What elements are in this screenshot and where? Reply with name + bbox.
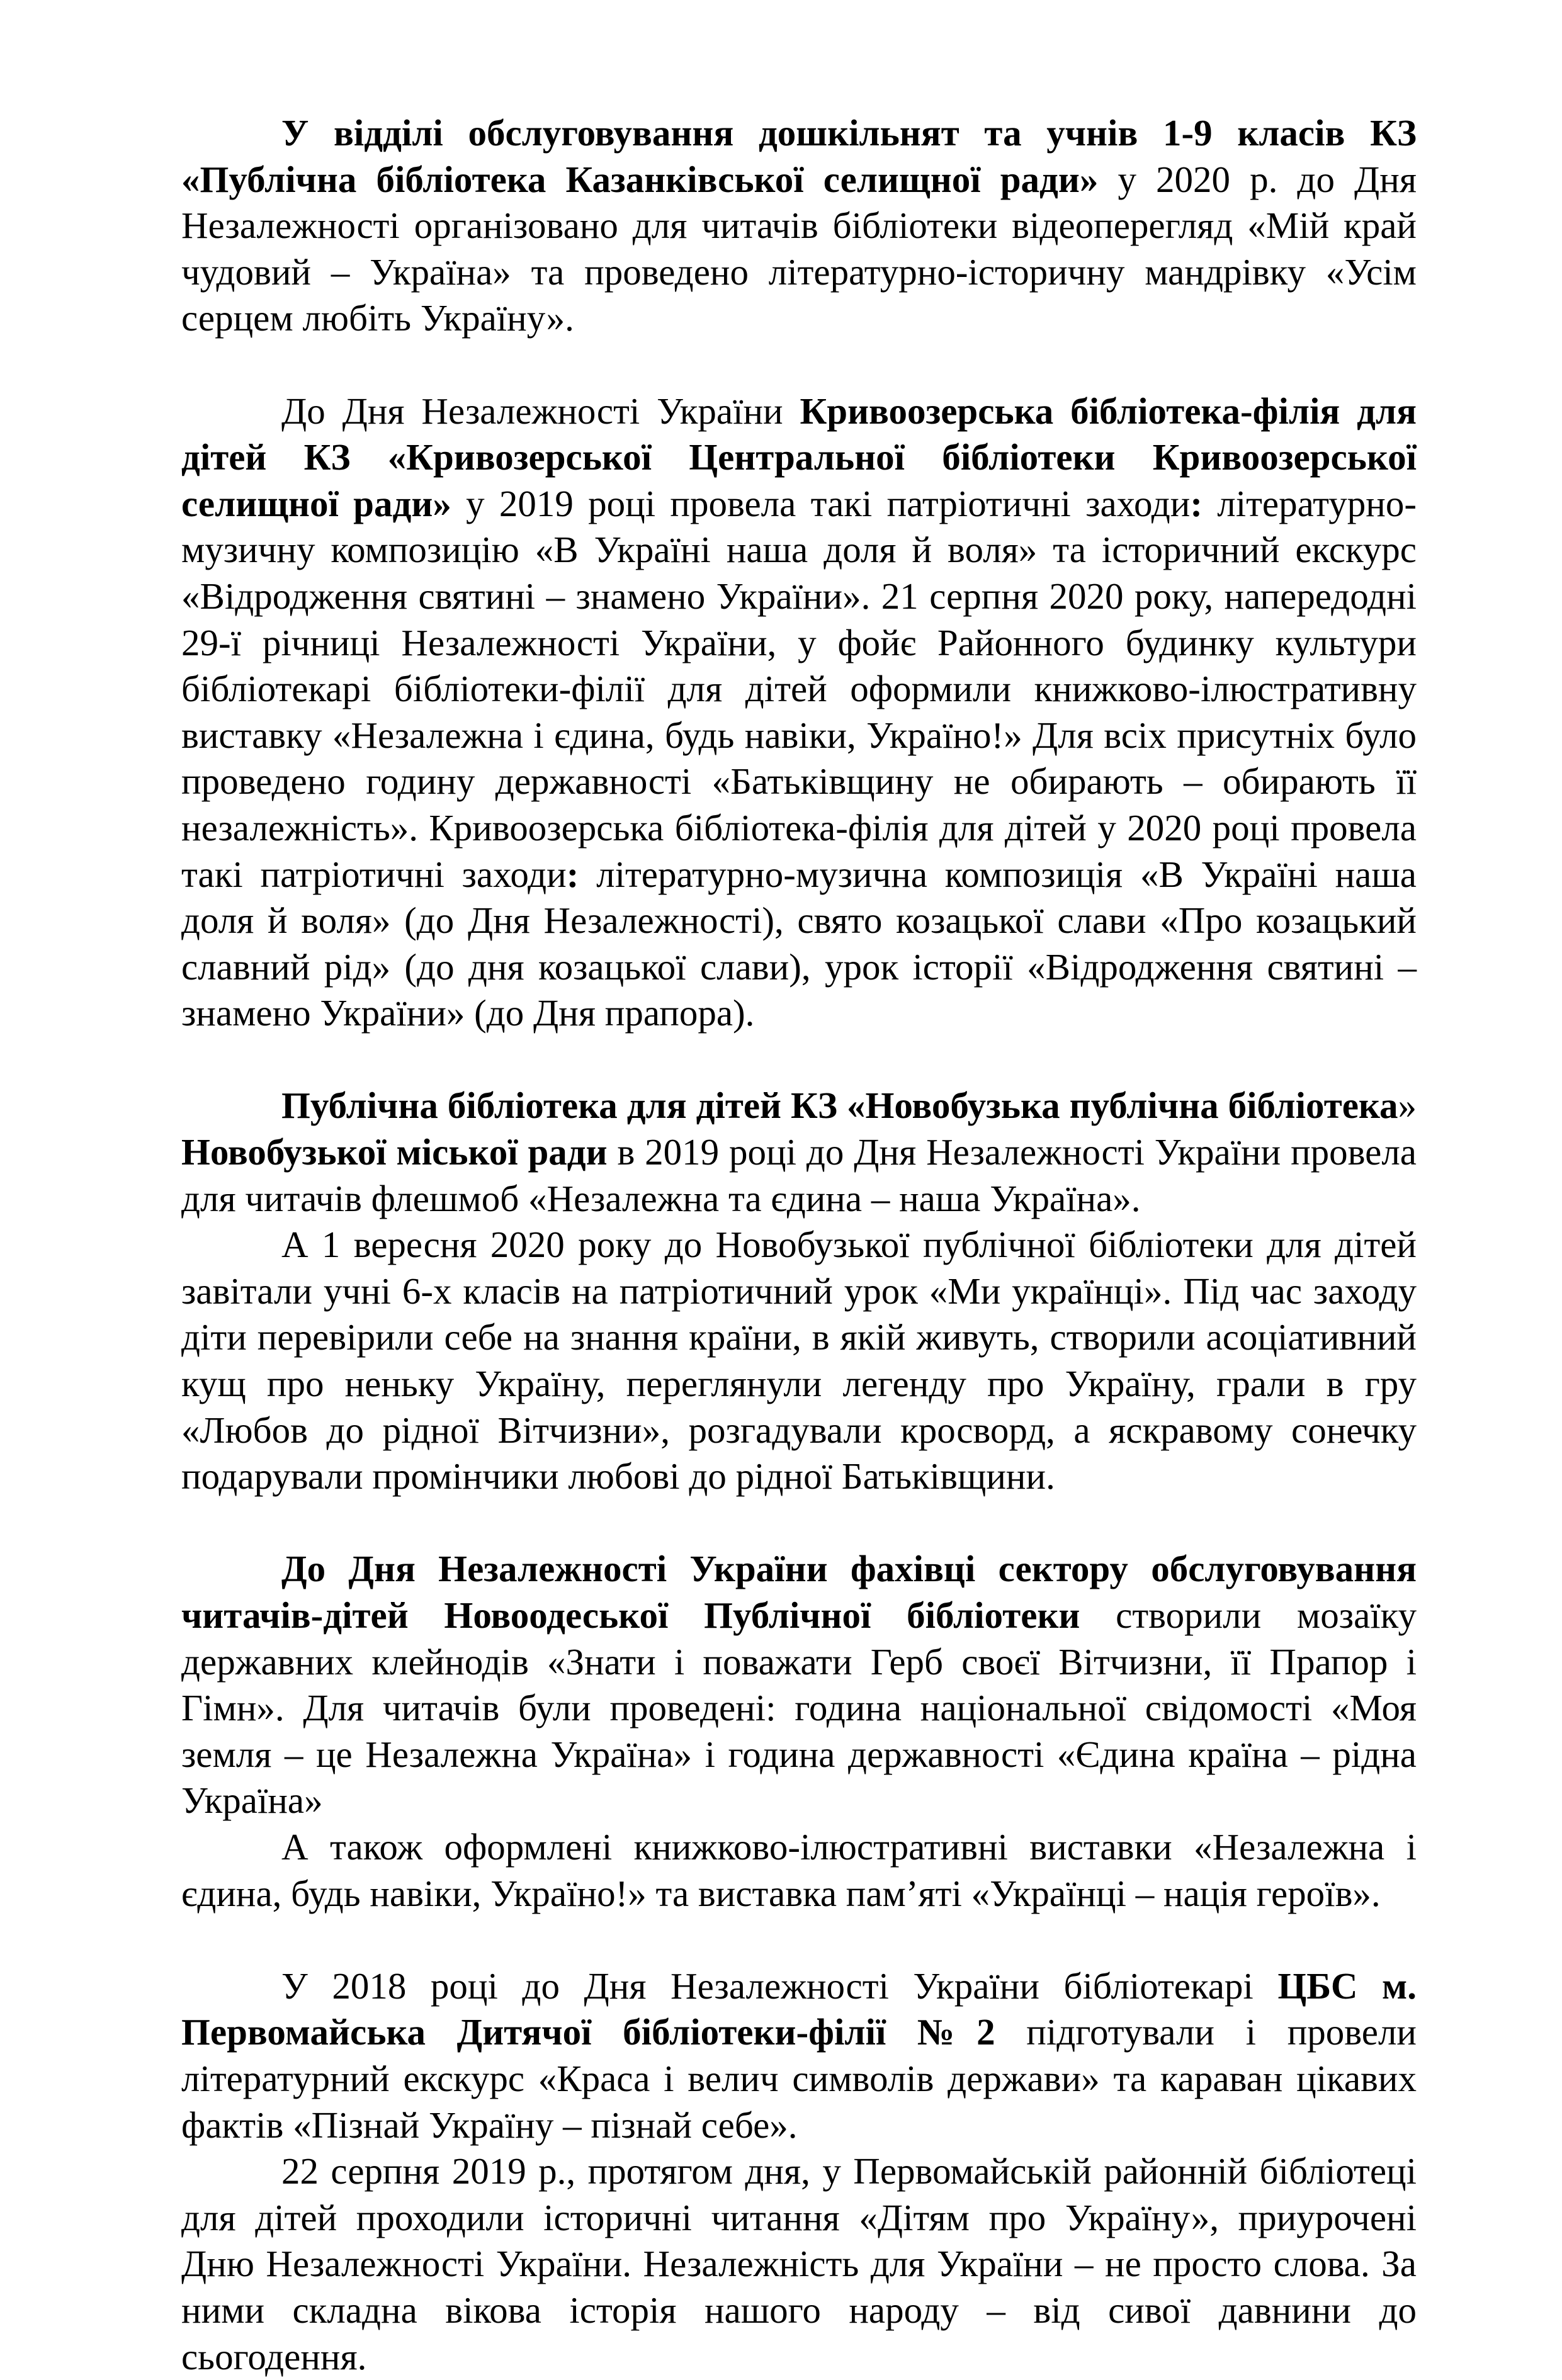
text: А також оформлені книжково-ілюстративні виставки «Незалежна і єдина, будь навіки, Україно!» та виставка пам’яті «Українці – нація героїв». xyxy=(181,1825,1417,1914)
text: в 2019 році до Дня Незалежності України провела для читачів флешмоб «Незалежна та єдина – наша Україна». xyxy=(181,1131,1417,1219)
text: А 1 вересня 2020 року до Новобузької публічної бібліотеки для дітей завітали учні 6-х класів на патріотичний урок «Ми українці». Під час заходу діти перевірили себе на знання країни, в якій живуть, створили асоціативний кущ про неньку Україну, переглянули легенду про Україну, грали в гру «Любов до рідної Вітчизни», розгадували кросворд, а яскравому сонечку подарували промінчики любові до рідної Батьківщини. xyxy=(181,1224,1417,1497)
text: у 2020 р. до Дня Незалежності організовано для читачів бібліотеки відеоперегляд «Мій край чудовий – Україна» та проведено літературно-історичну мандрівку «Усім серцем любіть Україну». xyxy=(181,158,1417,339)
text: підготували і провели літературний екскурс «Краса і велич символів держави» та караван цікавих фактів «Пізнай Україну – пізнай себе». xyxy=(181,2011,1417,2146)
paragraph xyxy=(181,1083,1417,1222)
paragraph xyxy=(181,388,1417,1037)
bold-text: : xyxy=(1190,482,1203,524)
paragraph xyxy=(181,1963,1417,2148)
bold-text: Публічна бібліотека для дітей КЗ «Новобузька публічна бібліотека xyxy=(281,1085,1398,1127)
text: у 2019 році провела такі патріотичні заходи xyxy=(451,482,1191,524)
text: літературно-музична композиція «В Україні наша доля й воля» (до Дня Незалежності), свято козацької слави «Про козацький славний рід» (до дня козацької слави), урок історії «Відродження святині – знамено України» (до Дня прапора). xyxy=(181,853,1417,1034)
bold-text: : xyxy=(566,853,579,895)
text: У 2018 році до Дня Незалежності України бібліотекарі xyxy=(281,1965,1278,2007)
bold-text: Кривоозерська бібліотека-філія для дітей КЗ «Кривозерської Центральної бібліотеки Кривоозерської селищної ради» xyxy=(181,390,1417,524)
paragraph xyxy=(181,1222,1417,1500)
paragraph xyxy=(181,1546,1417,1824)
bold-text: Новобузької міської ради xyxy=(181,1131,608,1173)
text: створили мозаїку державних клейнодів «Знати і поважати Герб своєї Вітчизни, її Прапор і Гімн». Для читачів були проведені: година національної свідомості «Моя земля – це Незалежна Україна» і година державності «Єдина країна – рідна Україна» xyxy=(181,1594,1417,1822)
text: » xyxy=(1398,1085,1417,1127)
bold-text: У відділі обслуговування дошкільнят та учнів 1-9 класів КЗ «Публічна бібліотека Казанківської селищної ради» xyxy=(181,112,1417,200)
paragraph xyxy=(181,110,1417,342)
bold-text: ЦБС м. Первомайська Дитячої бібліотеки-філії №2 xyxy=(181,1965,1417,2053)
text: літературно-музичну композицію «В Україні наша доля й воля» та історичний екскурс «Відродження святині – знамено України». 21 серпня 2020 року, напередодні 29-ї річниці Незалежності України, у фойє Районного будинку культури бібліотекарі бібліотеки-філії для дітей оформили книжково-ілюстративну виставку «Незалежна і єдина, будь навіки, Україно!» Для всіх присутніх було проведено годину державності «Батьківщину не обирають – обирають її незалежність». Кривоозерська бібліотека-філія для дітей у 2020 році провела такі патріотичні заходи xyxy=(181,482,1417,895)
paragraph xyxy=(181,2148,1417,2380)
text: До Дня Незалежності України xyxy=(281,390,800,432)
paragraph xyxy=(181,1824,1417,1917)
bold-text: До Дня Незалежності України фахівці сектору обслуговування читачів-дітей Новоодеської Публічної бібліотеки xyxy=(181,1548,1417,1636)
text: 22 серпня 2019 р., протягом дня, у Первомайській районній бібліотеці для дітей проходили історичні читання «Дітям про Україну», приурочені Дню Незалежності України. Незалежність для України – не просто слова. За ними складна вікова історія нашого народу – від сивої давнини до сьогодення. xyxy=(181,2150,1417,2377)
document-page xyxy=(181,110,1417,2380)
